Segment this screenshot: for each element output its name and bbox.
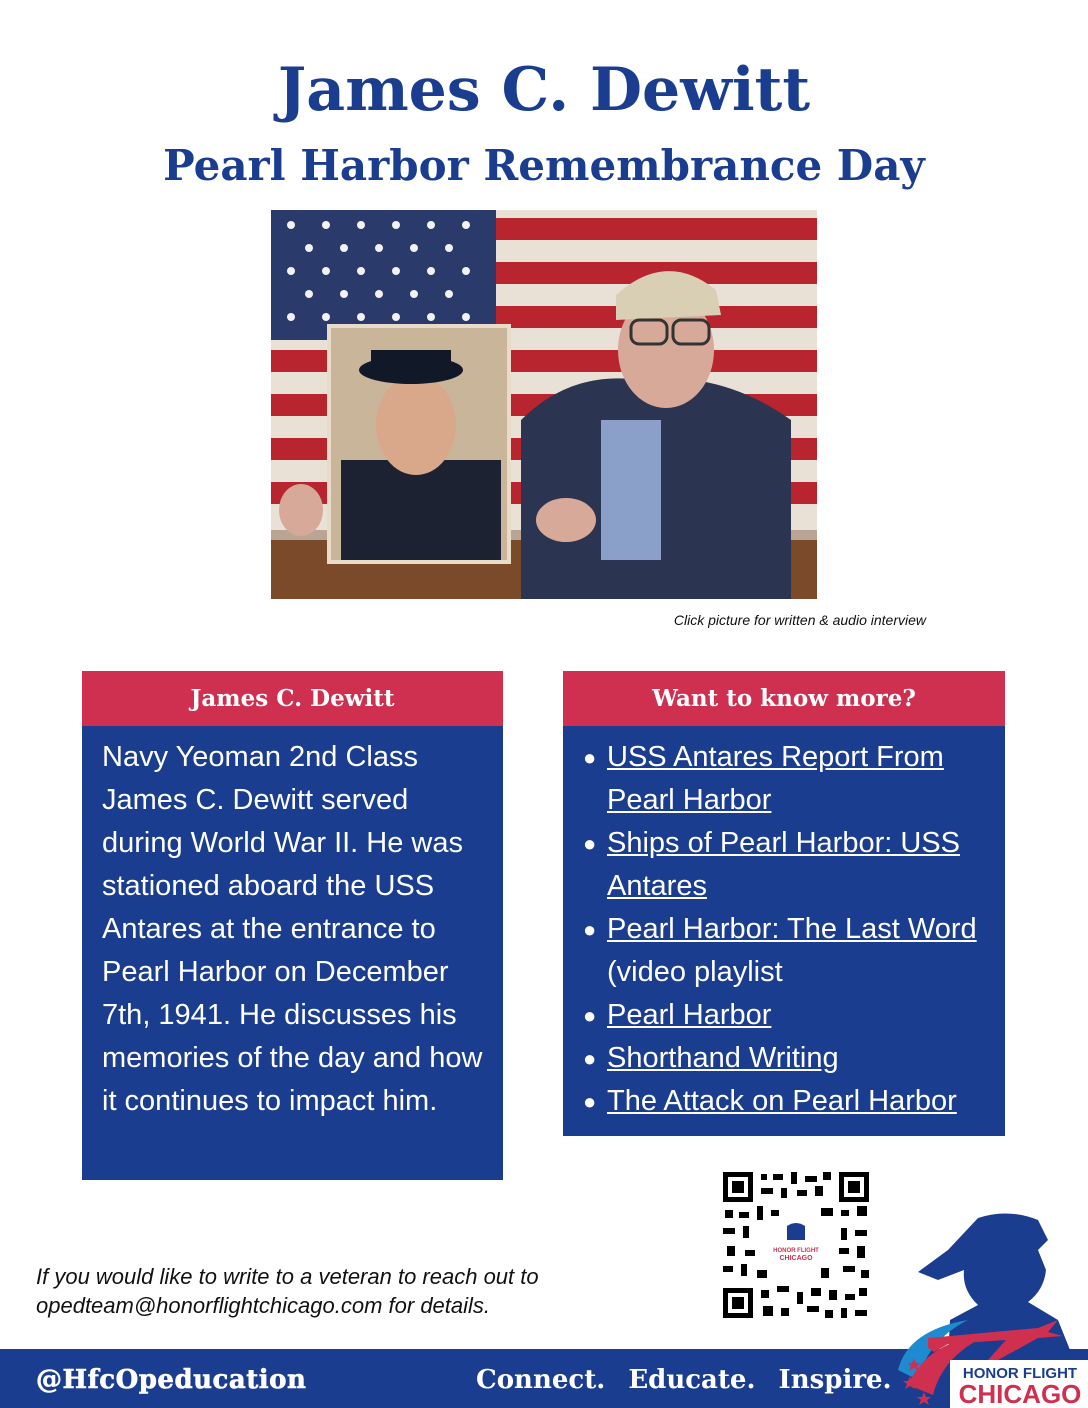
list-item (583, 736, 993, 822)
logo-line2: CHICAGO (958, 1379, 1082, 1408)
list-item (583, 994, 993, 1037)
resources-list (563, 726, 1005, 1123)
bio-card-heading: James C. Dewitt (82, 671, 503, 726)
flag-star-field (271, 210, 496, 340)
bullet-icon: ● (583, 1089, 597, 1114)
list-item (583, 822, 993, 908)
bullet-icon: ● (583, 831, 597, 856)
bio-card (82, 671, 503, 1180)
qr-logo-line1: HONOR FLIGHT (773, 1248, 819, 1254)
resources-card-heading: Want to know more? (563, 671, 1005, 726)
link-pearl-harbor[interactable]: Pearl Harbor (607, 999, 772, 1031)
logo-line1: HONOR FLIGHT (962, 1365, 1078, 1382)
veteran-photo-image (271, 210, 817, 599)
contact-note: If you would like to write to a veteran to reach out to opedteam@honorflightchicago.com for details. (36, 1264, 539, 1318)
qr-logo-line2: CHICAGO (779, 1255, 813, 1262)
qr-code-icon[interactable] (721, 1170, 871, 1320)
bullet-icon: ● (583, 1003, 597, 1028)
sailor-photograph (329, 326, 509, 562)
bullet-icon: ● (583, 917, 597, 942)
bullet-icon: ● (583, 745, 597, 770)
list-item (583, 908, 993, 994)
link-pearl-harbor-last-word[interactable]: Pearl Harbor: The Last Word (607, 913, 977, 945)
link-shorthand-writing[interactable]: Shorthand Writing (607, 1042, 839, 1074)
list-item (583, 1037, 993, 1080)
link-uss-antares-report[interactable]: USS Antares Report From Pearl Harbor (607, 741, 944, 816)
bio-card-text: Navy Yeoman 2nd Class James C. Dewitt served during World War II. He was stationed aboard the USS Antares at the entrance to Pearl Harbor on December 7th, 1941. He discusses his memories of the day and how it continues to impact him. (102, 741, 483, 1117)
page-subtitle: Pearl Harbor Remembrance Day (163, 141, 925, 190)
social-handle: @HfcOpeducation (36, 1365, 307, 1395)
link-ships-of-pearl-harbor[interactable]: Ships of Pearl Harbor: USS Antares (607, 827, 960, 902)
veteran-photo-link[interactable] (271, 210, 817, 599)
list-item (583, 1080, 993, 1123)
link-attack-on-pearl-harbor[interactable]: The Attack on Pearl Harbor (607, 1085, 957, 1117)
footer-tagline: Connect. Educate. Inspire. (476, 1365, 892, 1395)
link-suffix: (video playlist (607, 956, 783, 988)
honor-flight-chicago-logo (888, 1210, 1088, 1408)
page-title: James C. Dewitt (277, 55, 811, 125)
photo-caption: Click picture for written & audio interview (673, 612, 926, 628)
resources-card (563, 671, 1005, 1136)
bullet-icon: ● (583, 1046, 597, 1071)
